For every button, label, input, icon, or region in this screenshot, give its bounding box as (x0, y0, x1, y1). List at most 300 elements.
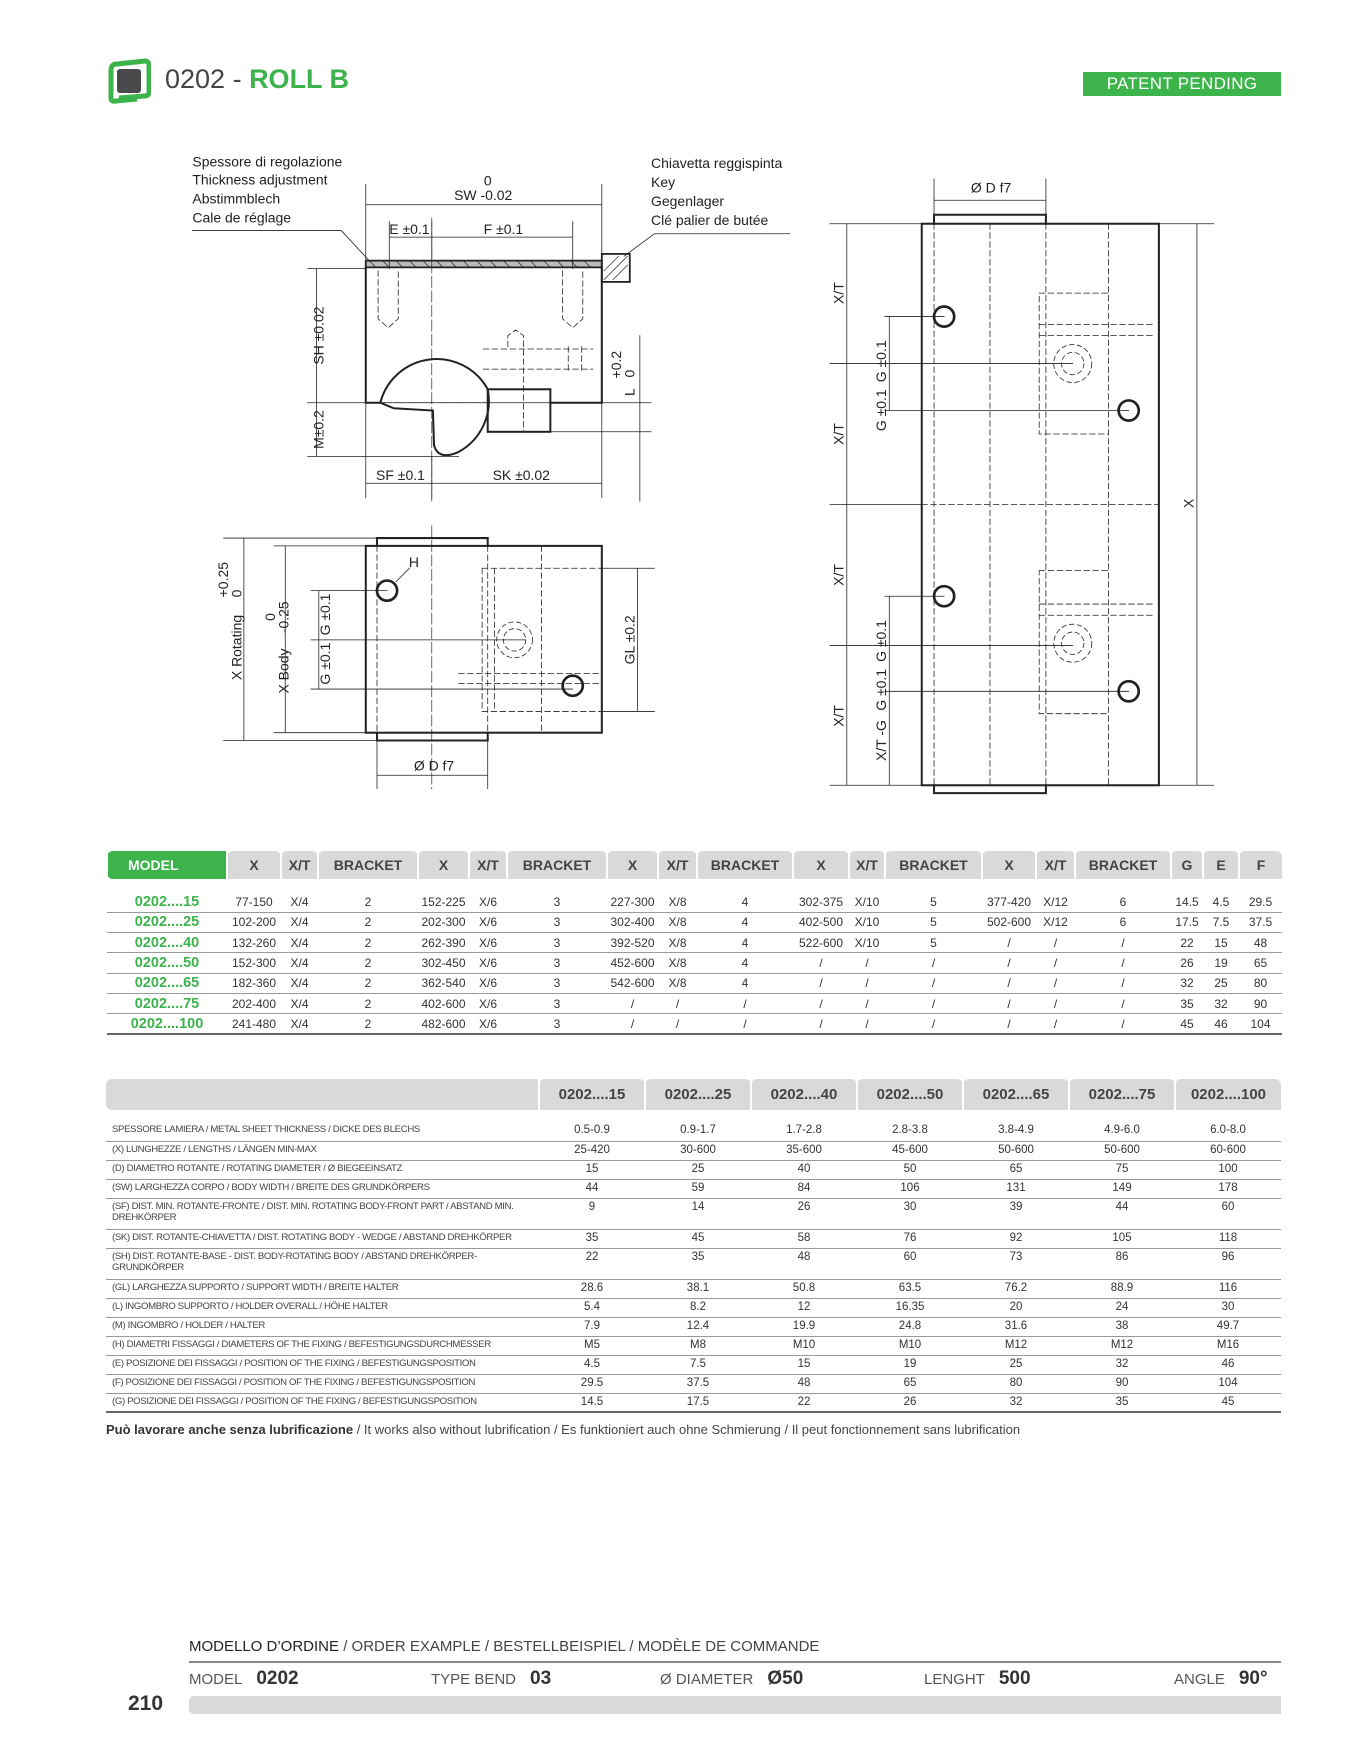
table-cell: 2 (318, 892, 418, 912)
table-cell: 452-600 (607, 953, 658, 973)
table-cell: / (658, 993, 697, 1013)
table-cell: 96 (1175, 1248, 1281, 1279)
table-cell: 44 (1069, 1198, 1175, 1229)
table-cell: 100 (1175, 1160, 1281, 1179)
order-type-value: 03 (530, 1668, 552, 1689)
table-cell: X/8 (658, 953, 697, 973)
table-cell: / (793, 1014, 849, 1034)
table-cell: / (1075, 933, 1171, 953)
table-cell: 60 (857, 1248, 963, 1279)
row-label: (M) INGOMBRO / HOLDER / HALTER (106, 1317, 539, 1336)
table-cell: 15 (539, 1160, 645, 1179)
table-row (106, 1355, 1281, 1374)
g-dimension: G ±0.1 (872, 620, 889, 662)
l-tolerance-top: +0.2 (607, 350, 624, 379)
order-length (924, 1668, 1031, 1690)
table-cell: 44 (539, 1179, 645, 1198)
x-body-dimension: X Body (275, 648, 292, 694)
table-cell: 152-300 (227, 953, 281, 973)
e-dimension: E ±0.1 (389, 220, 430, 237)
table-row (106, 1393, 1281, 1412)
table-cell: 1.7-2.8 (751, 1122, 857, 1141)
table-cell: 4.9-6.0 (1069, 1122, 1175, 1141)
table-row (106, 1160, 1281, 1179)
header-cell: X/T (658, 851, 697, 879)
table-cell: 46 (1175, 1355, 1281, 1374)
table-header-row (106, 1079, 1281, 1110)
g-dimension: G ±0.1 (872, 340, 889, 383)
table-cell: 14.5 (539, 1393, 645, 1412)
table-cell: 22 (539, 1248, 645, 1279)
table-row (106, 1374, 1281, 1393)
table-cell: 302-450 (418, 953, 469, 973)
table-cell: 3 (507, 892, 607, 912)
note-text: / It works also without lubrification / Es funktioniert auch ohne Schmierung / Il peut fonctionnement sans lubrification (353, 1422, 1021, 1437)
model-cell: 0202....50 (107, 953, 227, 973)
table-cell: 106 (857, 1179, 963, 1198)
model-cell: 0202....100 (107, 1014, 227, 1034)
table-row (106, 1336, 1281, 1355)
table-cell: X/6 (469, 973, 507, 993)
table-cell: M10 (857, 1336, 963, 1355)
table-cell: / (793, 973, 849, 993)
table-cell: 38 (1069, 1317, 1175, 1336)
table-cell: 402-500 (793, 912, 849, 932)
sk-dimension: SK ±0.02 (492, 466, 550, 483)
table-cell: 45 (1175, 1393, 1281, 1412)
order-length-value: 500 (998, 1668, 1031, 1689)
table-row (107, 933, 1282, 953)
header-cell: BRACKET (1075, 851, 1171, 879)
sw-dimension: SW -0.02 (454, 187, 513, 204)
x-rotating-dimension: X Rotating (228, 614, 245, 681)
table-cell: 60 (1175, 1198, 1281, 1229)
table-cell: / (885, 973, 982, 993)
order-angle (1174, 1668, 1268, 1690)
table-cell: X/10 (849, 892, 885, 912)
table-row (106, 1298, 1281, 1317)
table-row (106, 1248, 1281, 1279)
header-cell: BRACKET (885, 851, 982, 879)
order-model-value: 0202 (256, 1668, 299, 1689)
table-cell: 131 (963, 1179, 1069, 1198)
table-cell: / (1036, 953, 1075, 973)
header-cell: X (227, 851, 281, 879)
model-cell: 0202....40 (107, 933, 227, 953)
xt-dimension: X/T (830, 423, 847, 445)
table-cell: 60-600 (1175, 1141, 1281, 1160)
note-bold: Può lavorare anche senza lubrificazione (106, 1422, 354, 1437)
order-diameter-value: Ø50 (767, 1668, 804, 1689)
x-total-dimension: X (1180, 498, 1197, 509)
table-cell: 542-600 (607, 973, 658, 993)
m-dimension: M±0.2 (310, 410, 327, 449)
row-label: (GL) LARGHEZZA SUPPORTO / SUPPORT WIDTH / BREITE HALTER (106, 1279, 539, 1298)
x-body-tolerance-top: 0 (262, 613, 279, 621)
table-cell: 6 (1075, 892, 1171, 912)
table-cell: 50-600 (1069, 1141, 1175, 1160)
table-cell: X/8 (658, 973, 697, 993)
table-cell: X/4 (281, 1014, 318, 1034)
header-cell: X (982, 851, 1036, 879)
table-cell: 29.5 (1239, 892, 1282, 912)
header-cell: 0202....50 (857, 1079, 963, 1110)
footer-bar (189, 1696, 1281, 1714)
table-cell: X/12 (1036, 892, 1075, 912)
table-cell: 4 (697, 953, 793, 973)
table-row (107, 993, 1282, 1013)
table-cell: / (849, 953, 885, 973)
table-cell: 26 (857, 1393, 963, 1412)
lubrication-note (106, 1422, 1020, 1437)
header-cell: BRACKET (507, 851, 607, 879)
table-cell: X/4 (281, 912, 318, 932)
shim-label-de: Abstimmblech (192, 190, 281, 207)
table-header-row (107, 851, 1282, 879)
table-row (106, 1279, 1281, 1298)
table-cell: / (1036, 973, 1075, 993)
header-cell: 0202....25 (645, 1079, 751, 1110)
table-cell: / (982, 1014, 1036, 1034)
table-cell: 4.5 (539, 1355, 645, 1374)
page-number: 210 (128, 1692, 164, 1715)
table-row (107, 953, 1282, 973)
table-cell: 92 (963, 1229, 1069, 1248)
table-cell: 202-300 (418, 912, 469, 932)
table-cell: 80 (1239, 973, 1282, 993)
table-cell: 40 (751, 1160, 857, 1179)
order-model (189, 1668, 299, 1690)
table-cell: 48 (751, 1248, 857, 1279)
table-cell: / (849, 993, 885, 1013)
table-cell: X/4 (281, 993, 318, 1013)
table-cell: 84 (751, 1179, 857, 1198)
order-type-label: TYPE BEND (431, 1671, 517, 1688)
table-cell: 302-400 (607, 912, 658, 932)
x-body-tolerance-bottom: -0.25 (275, 601, 292, 634)
table-cell: 402-600 (418, 993, 469, 1013)
model-cell: 0202....65 (107, 973, 227, 993)
table-cell: 4 (697, 973, 793, 993)
table-cell: 17.5 (1171, 912, 1203, 932)
table-cell: 25 (963, 1355, 1069, 1374)
specifications-table (106, 1079, 1281, 1413)
f-dimension: F ±0.1 (483, 220, 524, 237)
table-cell: 86 (1069, 1248, 1175, 1279)
table-cell: 0.5-0.9 (539, 1122, 645, 1141)
row-label: (SH) DIST. ROTANTE-BASE - DIST. BODY-ROTATING BODY / ABSTAND DREHKÖRPER-GRUNDKÖRPER (106, 1248, 539, 1279)
table-cell: 3 (507, 1014, 607, 1034)
bracket-table (106, 851, 1282, 1035)
table-cell: 58 (751, 1229, 857, 1248)
df7-dimension: Ø D f7 (413, 757, 455, 774)
table-cell: / (607, 1014, 658, 1034)
table-cell: / (697, 1014, 793, 1034)
table-cell: / (658, 1014, 697, 1034)
table-cell: 49.7 (1175, 1317, 1281, 1336)
table-cell: X/4 (281, 933, 318, 953)
table-cell: 35 (539, 1229, 645, 1248)
model-cell: 0202....25 (107, 912, 227, 932)
table-cell: / (885, 1014, 982, 1034)
table-cell: 104 (1239, 1014, 1282, 1034)
table-cell: 118 (1175, 1229, 1281, 1248)
table-row (106, 1317, 1281, 1336)
header-cell: X/T (281, 851, 318, 879)
sf-dimension: SF ±0.1 (376, 466, 425, 483)
table-cell: 35 (1171, 993, 1203, 1013)
table-cell: 7.5 (645, 1355, 751, 1374)
table-cell: 14.5 (1171, 892, 1203, 912)
x-rotating-tolerance-top: +0.25 (215, 561, 232, 598)
table-cell: X/10 (849, 912, 885, 932)
table-cell: M12 (1069, 1336, 1175, 1355)
order-title-it: MODELLO D’ORDINE (189, 1638, 340, 1655)
table-cell: 178 (1175, 1179, 1281, 1198)
table-cell: / (1075, 1014, 1171, 1034)
table-cell: 88.9 (1069, 1279, 1175, 1298)
header-cell: 0202....40 (751, 1079, 857, 1110)
table-cell: 8.2 (645, 1298, 751, 1317)
table-cell: / (982, 953, 1036, 973)
x-rotating-tolerance-bottom: 0 (228, 589, 245, 598)
g-dimension: G ±0.1 (872, 668, 889, 711)
table-cell: M16 (1175, 1336, 1281, 1355)
g-dimension: G ±0.1 (872, 389, 889, 432)
table-cell: 522-600 (793, 933, 849, 953)
order-type-bend (431, 1668, 551, 1690)
table-row (106, 1198, 1281, 1229)
table-cell: X/8 (658, 912, 697, 932)
table-cell: 35 (1069, 1393, 1175, 1412)
table-cell: 5 (885, 912, 982, 932)
table-cell: 362-540 (418, 973, 469, 993)
table-cell: / (1036, 933, 1075, 953)
table-cell: 2.8-3.8 (857, 1122, 963, 1141)
table-cell: 45 (1171, 1014, 1203, 1034)
table-cell: 2 (318, 933, 418, 953)
table-cell: 30 (1175, 1298, 1281, 1317)
shim-label-en: Thickness adjustment (192, 171, 328, 188)
header-cell: X/T (469, 851, 507, 879)
shim-label-fr: Cale de réglage (192, 209, 292, 226)
table-cell: / (885, 993, 982, 1013)
order-length-label: LENGHT (924, 1671, 985, 1688)
table-cell: 0.9-1.7 (645, 1122, 751, 1141)
order-angle-label: ANGLE (1174, 1671, 1225, 1688)
table-cell: 116 (1175, 1279, 1281, 1298)
drawing-top-view (215, 526, 654, 789)
table-cell: 35-600 (751, 1141, 857, 1160)
key-label-en: Key (651, 173, 676, 190)
table-cell: / (1075, 993, 1171, 1013)
row-label: (L) INGOMBRO SUPPORTO / HOLDER OVERALL / HÖHE HALTER (106, 1298, 539, 1317)
table-cell: / (982, 973, 1036, 993)
table-cell: 39 (963, 1198, 1069, 1229)
table-cell: / (697, 993, 793, 1013)
table-cell: 50-600 (963, 1141, 1069, 1160)
table-cell: 262-390 (418, 933, 469, 953)
table-cell: 45-600 (857, 1141, 963, 1160)
table-cell: / (885, 953, 982, 973)
table-cell: 102-200 (227, 912, 281, 932)
table-cell: 19 (857, 1355, 963, 1374)
table-cell: 45 (645, 1229, 751, 1248)
l-tolerance-bottom: 0 (621, 369, 638, 378)
product-code: 0202 - (165, 64, 250, 94)
row-label: (X) LUNGHEZZE / LENGTHS / LÄNGEN MIN-MAX (106, 1141, 539, 1160)
table-cell: 202-400 (227, 993, 281, 1013)
table-row (107, 892, 1282, 912)
table-cell: 14 (645, 1198, 751, 1229)
table-cell: X/6 (469, 912, 507, 932)
table-cell: 377-420 (982, 892, 1036, 912)
row-label: (D) DIAMETRO ROTANTE / ROTATING DIAMETER / Ø BIEGEEINSATZ (106, 1160, 539, 1179)
table-cell: 2 (318, 953, 418, 973)
sw-tolerance: 0 (483, 172, 492, 189)
h-label: H (408, 554, 419, 571)
header-cell: X (607, 851, 658, 879)
table-cell: 502-600 (982, 912, 1036, 932)
order-angle-value: 90° (1238, 1668, 1268, 1689)
header-cell: E (1203, 851, 1239, 879)
table-cell: / (1036, 1014, 1075, 1034)
header-cell: BRACKET (318, 851, 418, 879)
table-cell: 65 (1239, 953, 1282, 973)
table-cell: 5 (885, 933, 982, 953)
row-label: (F) POSIZIONE DEI FISSAGGI / POSITION OF THE FIXING / BEFESTIGUNGSPOSITION (106, 1374, 539, 1393)
table-cell: 104 (1175, 1374, 1281, 1393)
table-cell: 30 (857, 1198, 963, 1229)
table-cell: 20 (963, 1298, 1069, 1317)
table-cell: X/4 (281, 973, 318, 993)
table-cell: 76.2 (963, 1279, 1069, 1298)
table-cell: 3 (507, 912, 607, 932)
row-label: (SW) LARGHEZZA CORPO / BODY WIDTH / BREITE DES GRUNDKÖRPERS (106, 1179, 539, 1198)
table-cell: M8 (645, 1336, 751, 1355)
table-cell: 19 (1203, 953, 1239, 973)
table-cell: 37.5 (645, 1374, 751, 1393)
table-row (106, 1179, 1281, 1198)
table-cell: 227-300 (607, 892, 658, 912)
patent-pending-badge: PATENT PENDING (1083, 72, 1281, 96)
table-cell: 7.5 (1203, 912, 1239, 932)
row-label: SPESSORE LAMIERA / METAL SHEET THICKNESS / DICKE DES BLECHS (106, 1122, 539, 1141)
xt-minus-g-dimension: X/T -G (872, 720, 889, 761)
table-cell: 24 (1069, 1298, 1175, 1317)
table-cell: 12 (751, 1298, 857, 1317)
table-cell: 241-480 (227, 1014, 281, 1034)
row-label: (SF) DIST. MIN. ROTANTE-FRONTE / DIST. MIN. ROTATING BODY-FRONT PART / ABSTAND MIN. DREHKÖRPER (106, 1198, 539, 1229)
order-diameter (660, 1668, 803, 1690)
table-cell: 59 (645, 1179, 751, 1198)
table-row (106, 1229, 1281, 1248)
g-dimension: G ±0.1 (316, 642, 333, 685)
xt-dimension: X/T (830, 705, 847, 727)
table-cell: 105 (1069, 1229, 1175, 1248)
table-cell: X/6 (469, 892, 507, 912)
order-diameter-label: Ø DIAMETER (660, 1671, 754, 1688)
table-row (107, 912, 1282, 932)
table-cell: 22 (1171, 933, 1203, 953)
header-cell: 0202....15 (539, 1079, 645, 1110)
table-cell: 5 (885, 892, 982, 912)
table-cell: 30-600 (645, 1141, 751, 1160)
header-cell: G (1171, 851, 1203, 879)
table-cell: 3 (507, 953, 607, 973)
table-cell: X/6 (469, 953, 507, 973)
table-cell: 75 (1069, 1160, 1175, 1179)
g-dimension: G ±0.1 (316, 593, 333, 636)
table-cell: 80 (963, 1374, 1069, 1393)
table-cell: 35 (645, 1248, 751, 1279)
shim-label-it: Spessore di regolazione (192, 153, 343, 170)
header-cell: 0202....65 (963, 1079, 1069, 1110)
table-cell: 4.5 (1203, 892, 1239, 912)
table-row (106, 1122, 1281, 1141)
table-cell: 3.8-4.9 (963, 1122, 1069, 1141)
table-cell: 26 (751, 1198, 857, 1229)
table-cell: 3 (507, 993, 607, 1013)
table-cell: / (1036, 993, 1075, 1013)
table-cell: 37.5 (1239, 912, 1282, 932)
table-cell: 29.5 (539, 1374, 645, 1393)
table-cell: 32 (963, 1393, 1069, 1412)
table-cell: / (1075, 973, 1171, 993)
df7-dimension: Ø D f7 (970, 179, 1012, 196)
table-cell: 73 (963, 1248, 1069, 1279)
table-cell: X/6 (469, 993, 507, 1013)
table-cell: 2 (318, 1014, 418, 1034)
table-cell: 3 (507, 933, 607, 953)
table-cell: 182-360 (227, 973, 281, 993)
table-cell: 392-520 (607, 933, 658, 953)
table-cell: 3 (507, 973, 607, 993)
table-cell: X/4 (281, 892, 318, 912)
table-cell: 9 (539, 1198, 645, 1229)
spacer-cell (106, 1110, 1281, 1122)
spacer-row (106, 1110, 1281, 1122)
header-cell: 0202....75 (1069, 1079, 1175, 1110)
table-row (107, 973, 1282, 993)
model-cell: 0202....75 (107, 993, 227, 1013)
table-cell: 48 (751, 1374, 857, 1393)
table-cell: 4 (697, 912, 793, 932)
table-cell: 31.6 (963, 1317, 1069, 1336)
drawing-side-section (192, 154, 789, 501)
order-title-translations: / ORDER EXAMPLE / BESTELLBEISPIEL / MODÈLE DE COMMANDE (339, 1638, 820, 1655)
table-cell: / (793, 953, 849, 973)
header-blank (106, 1079, 539, 1110)
product-name: ROLL B (249, 64, 350, 94)
spacer-cell (107, 879, 1282, 892)
header-model: MODEL (107, 851, 227, 879)
l-dimension: L (621, 388, 638, 396)
table-cell: / (849, 1014, 885, 1034)
key-label-de: Gegenlager (651, 192, 725, 209)
table-cell: X/8 (658, 933, 697, 953)
key-label-fr: Clé palier de butée (651, 211, 769, 228)
table-cell: 32 (1171, 973, 1203, 993)
table-cell: 12.4 (645, 1317, 751, 1336)
table-cell: 25 (1203, 973, 1239, 993)
table-cell: 22 (751, 1393, 857, 1412)
table-cell: 90 (1239, 993, 1282, 1013)
table-cell: 482-600 (418, 1014, 469, 1034)
table-cell: X/8 (658, 892, 697, 912)
row-label: (H) DIAMETRI FISSAGGI / DIAMETERS OF THE FIXING / BEFESTIGUNGSDURCHMESSER (106, 1336, 539, 1355)
row-label: (E) POSIZIONE DEI FISSAGGI / POSITION OF THE FIXING / BEFESTIGUNGSPOSITION (106, 1355, 539, 1374)
